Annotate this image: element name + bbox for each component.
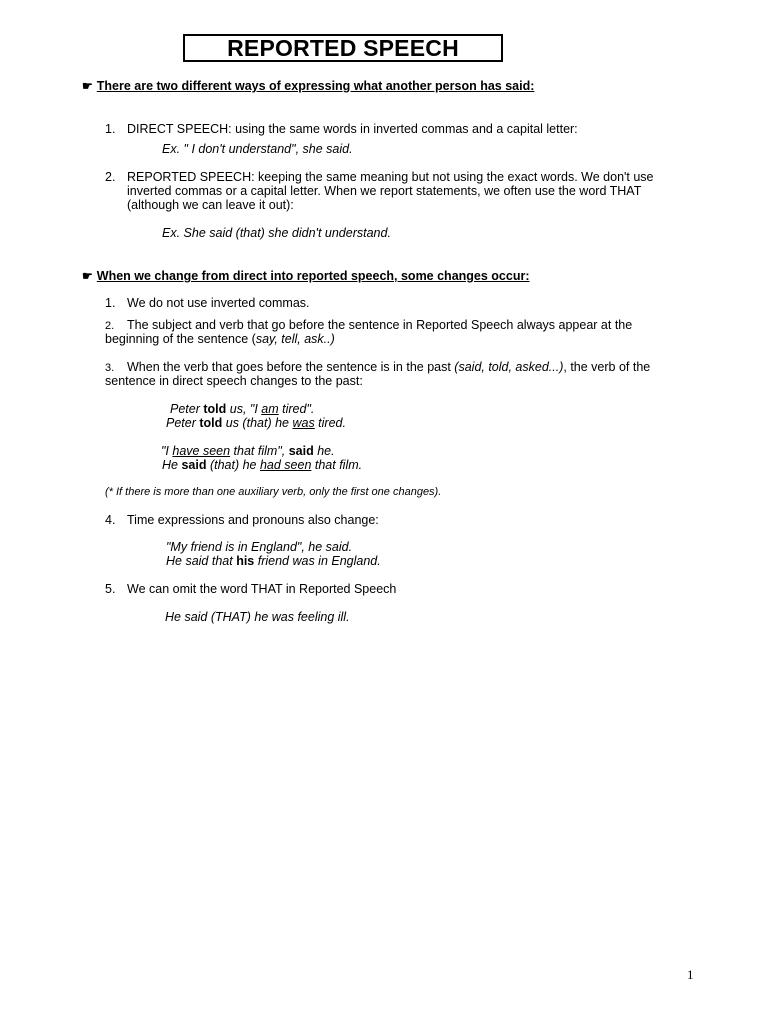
list-number: 5. — [105, 582, 116, 596]
example-part: Peter — [166, 416, 200, 430]
list-number: 1. — [105, 122, 116, 136]
example-text: "My friend is in England", he said. — [166, 540, 353, 554]
list-text: REPORTED SPEECH: keeping the same meaning but not using the exact words. We don't use — [127, 170, 654, 184]
example-part: that film. — [311, 458, 363, 472]
example-text — [162, 458, 362, 472]
list-number: 1. — [105, 296, 116, 310]
pointing-hand-icon: ☛ — [82, 269, 93, 283]
example-bold: said — [181, 458, 207, 472]
list-item — [105, 122, 578, 136]
section-heading-2-text: When we change from direct into reported speech, some changes occur: — [96, 269, 530, 283]
section-heading-1-text: There are two different ways of expressing what another person has said: — [96, 79, 535, 93]
list-text — [105, 332, 335, 346]
example-text — [166, 416, 346, 430]
page-title: REPORTED SPEECH — [183, 34, 503, 62]
example-text: He said (THAT) he was feeling ill. — [165, 610, 350, 624]
example-part: "I — [161, 444, 173, 458]
example-part: tired. — [314, 416, 346, 430]
list-text-part: , the verb of the — [563, 360, 651, 374]
list-text: The subject and verb that go before the sentence in Reported Speech always appear at the — [127, 318, 633, 332]
page-number: 1 — [687, 967, 694, 982]
list-item — [105, 170, 654, 184]
section-heading-2 — [82, 269, 530, 283]
example-part: Peter — [170, 402, 204, 416]
example-part: He — [162, 458, 182, 472]
example-part: that film", — [230, 444, 289, 458]
example-text: Ex. " I don't understand", she said. — [162, 142, 353, 156]
pointing-hand-icon: ☛ — [82, 79, 93, 93]
example-part: us, "I — [226, 402, 262, 416]
example-part: tired". — [278, 402, 315, 416]
example-text: Ex. She said (that) she didn't understand. — [162, 226, 391, 240]
section-heading-1 — [82, 79, 534, 93]
list-item — [105, 296, 310, 310]
list-text-part: When the verb that goes before the sentence is in the past — [127, 360, 455, 374]
example-text — [170, 402, 314, 416]
example-part: us (that) he — [222, 416, 293, 430]
list-number: 2. — [105, 170, 116, 184]
list-number: 4. — [105, 513, 116, 527]
list-text: (although we can leave it out): — [127, 198, 294, 212]
example-bold: told — [203, 402, 227, 416]
list-item — [105, 582, 396, 596]
example-text — [166, 554, 381, 568]
list-item — [105, 513, 379, 527]
list-text-italic: (said, told, asked...) — [454, 360, 564, 374]
list-text: We do not use inverted commas. — [127, 296, 310, 310]
example-bold: his — [236, 554, 255, 568]
list-text: inverted commas or a capital letter. When we report statements, we often use the word THAT — [127, 184, 642, 198]
example-part: he. — [313, 444, 335, 458]
footnote-text: (* If there is more than one auxiliary verb, only the first one changes). — [105, 486, 442, 498]
example-text — [161, 444, 335, 458]
example-bold: told — [199, 416, 223, 430]
example-underline: am — [261, 402, 279, 416]
list-text: DIRECT SPEECH: using the same words in inverted commas and a capital letter: — [127, 122, 578, 136]
list-text: We can omit the word THAT in Reported Speech — [127, 582, 397, 596]
example-underline: have seen — [172, 444, 231, 458]
list-text-italic: say, tell, ask..) — [255, 332, 335, 346]
example-underline: had seen — [259, 458, 312, 472]
list-text: Time expressions and pronouns also change: — [127, 513, 379, 527]
list-text: sentence in direct speech changes to the past: — [105, 374, 363, 388]
list-text-part: beginning of the sentence ( — [105, 332, 256, 346]
list-item — [105, 360, 650, 374]
list-item — [105, 318, 632, 332]
example-part: He said that — [166, 554, 237, 568]
list-number: 3. — [105, 362, 115, 374]
example-bold: said — [288, 444, 314, 458]
example-part: friend was in England. — [254, 554, 381, 568]
example-underline: was — [292, 416, 315, 430]
example-part: (that) he — [206, 458, 260, 472]
list-number: 2. — [105, 320, 115, 332]
